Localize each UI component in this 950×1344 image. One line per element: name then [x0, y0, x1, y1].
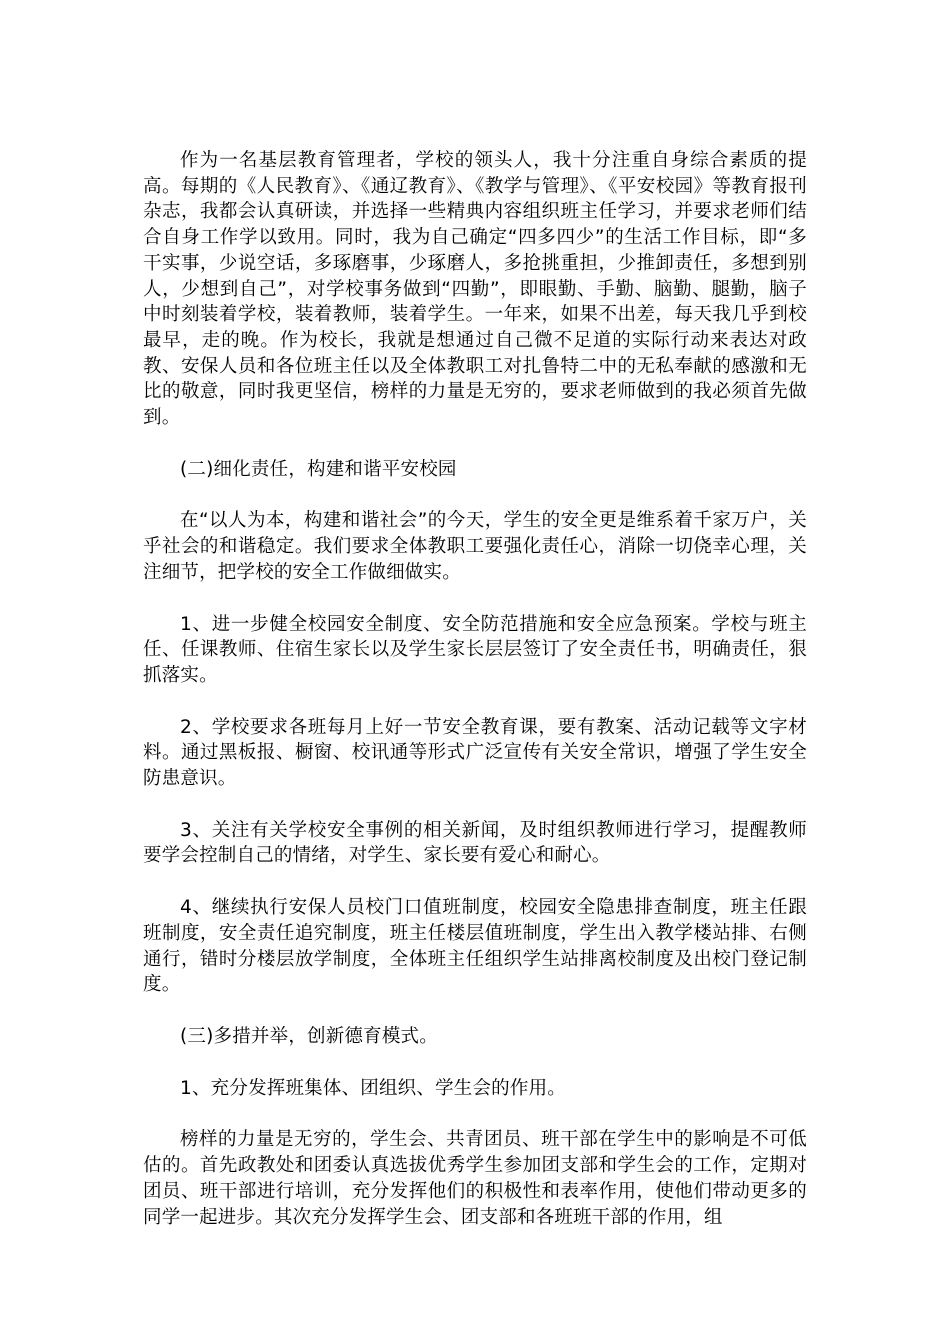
document-page — [143, 148, 807, 1256]
paragraph-safety-item-1: 1、进一步健全校园安全制度、安全防范措施和安全应急预案。学校与班主任、任课教师、住宿生家长以及学生家长层层签订了安全责任书，明确责任，狠抓落实。 — [143, 613, 807, 686]
paragraph-safety-item-4: 4、继续执行安保人员校门口值班制度，校园安全隐患排查制度，班主任跟班制度，安全责任追究制度，班主任楼层值班制度，学生出入教学楼站排、右侧通行，错时分楼层放学制度，全体班主任组织学生站排离校制度及出校门登记制度。 — [143, 897, 807, 996]
paragraph-safety-intro: 在“以人为本，构建和谐社会”的今天，学生的安全更是维系着千家万户，关乎社会的和谐稳定。我们要求全体教职工要强化责任心，消除一切侥幸心理，关注细节，把学校的安全工作做细做实。 — [143, 510, 807, 583]
paragraph-safety-item-2: 2、学校要求各班每月上好一节安全教育课，要有教案、活动记载等文字材料。通过黑板报、橱窗、校讯通等形式广泛宣传有关安全常识，增强了学生安全防患意识。 — [143, 716, 807, 790]
paragraph-self-improvement: 作为一名基层教育管理者，学校的领头人，我十分注重自身综合素质的提高。每期的《人民教育》、《通辽教育》、《教学与管理》、《平安校园》等教育报刊杂志，我都会认真研读，并选择一些精典内容组织班主任学习，并要求老师们结合自身工作学以致用。同时，我为自己确定“四多四少”的生活工作目标，即“多干实事，少说空话，多琢磨事，少琢磨人，多抢挑重担，少推卸责任，多想到别人，少想到自己”，对学校事务做到“四勤”，即眼勤、手勤、脑勤、腿勤，脑子中时刻装着学校，装着教师，装着学生。一年来，如果不出差，每天我几乎到校最早，走的晚。作为校长，我就是想通过自己微不足道的实际行动来表达对政教、安保人员和各位班主任以及全体教职工对扎鲁特二中的无私奉献的感激和无比的敬意，同时我更坚信，榜样的力量是无穷的，要求老师做到的我必须首先做到。 — [143, 150, 807, 429]
section-heading-moral-education: (三)多措并举，创新德育模式。 — [180, 1025, 438, 1047]
paragraph-moral-item-1: 1、充分发挥班集体、团组织、学生会的作用。 — [180, 1077, 566, 1099]
paragraph-safety-item-3: 3、关注有关学校安全事例的相关新闻，及时组织教师进行学习，提醒教师要学会控制自己的情绪，对学生、家长要有爱心和耐心。 — [143, 819, 807, 867]
paragraph-role-models: 榜样的力量是无穷的，学生会、共青团员、班干部在学生中的影响是不可低估的。首先政教处和团委认真选拔优秀学生参加团支部和学生会的工作，定期对团员、班干部进行培训，充分发挥他们的积极性和表率作用，使他们带动更多的同学一起进步。其次充分发挥学生会、团支部和各班班干部的作用，组 — [143, 1129, 807, 1228]
section-heading-safety: (二)细化责任，构建和谐平安校园 — [180, 458, 457, 480]
